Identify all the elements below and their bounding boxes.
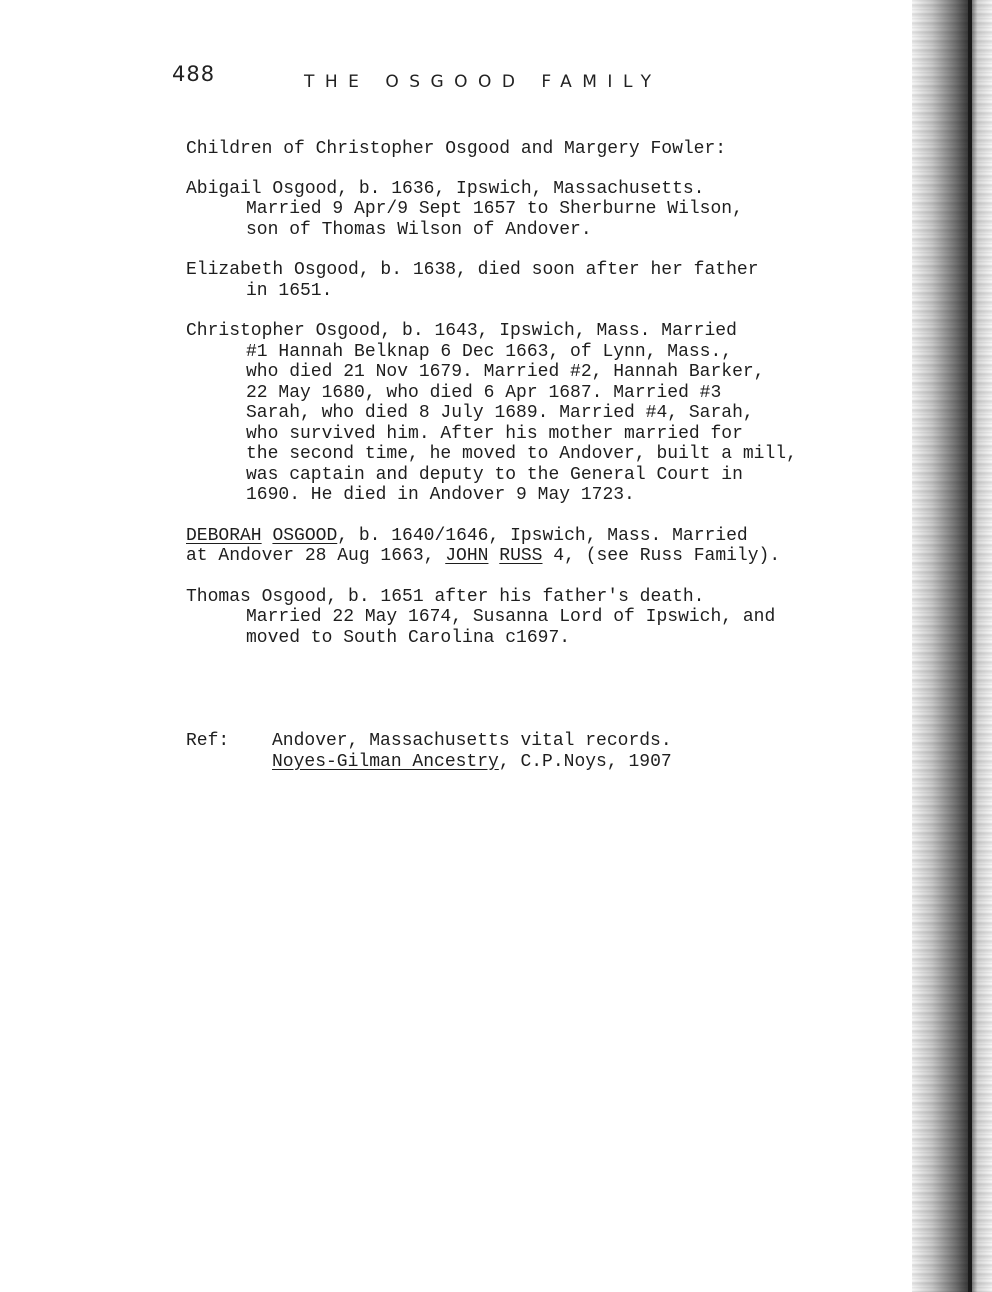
entry-line: 1690. He died in Andover 9 May 1723. — [246, 485, 635, 505]
entry-line: who survived him. After his mother married for — [246, 423, 743, 444]
entry-thomas — [186, 587, 876, 649]
entry-line: Thomas Osgood, b. 1651 after his father's death. — [186, 586, 705, 607]
entry-line — [186, 546, 876, 567]
deborah-last-name: OSGOOD — [272, 525, 338, 546]
main-text — [186, 139, 876, 668]
ref-label: Ref: — [186, 731, 230, 751]
entry-line: Christopher Osgood, b. 1643, Ipswich, Mass. Married — [186, 321, 737, 341]
entry-line: Married 22 May 1674, Susanna Lord of Ipswich, and — [246, 607, 776, 627]
running-title: THE OSGOOD FAMILY — [304, 72, 662, 92]
entry-line: Married 9 Apr/9 Sept 1657 to Sherburne Wilson, — [246, 199, 743, 219]
entry-line: #1 Hannah Belknap 6 Dec 1663, of Lynn, Mass., — [246, 341, 733, 362]
entry-line: son of Thomas Wilson of Andover. — [246, 219, 592, 240]
entry-line: Abigail Osgood, b. 1636, Ipswich, Massachusetts. — [186, 178, 705, 199]
entry-deborah — [186, 526, 876, 567]
entry-line: moved to South Carolina c1697. — [246, 627, 571, 648]
entry-line — [186, 526, 876, 547]
entry-line: 22 May 1680, who died 6 Apr 1687. Married #3 — [246, 382, 722, 403]
entry-line: the second time, he moved to Andover, built a mill, — [246, 444, 797, 464]
deborah-marriage: at Andover 28 Aug 1663, — [186, 546, 446, 566]
entry-line: Elizabeth Osgood, b. 1638, died soon after her father — [186, 260, 759, 280]
reference-2-author: , C.P.Noys, 1907 — [498, 751, 672, 772]
spouse-last-name: RUSS — [499, 546, 543, 566]
scan-edge-line — [968, 0, 972, 1292]
entry-abigail — [186, 179, 876, 241]
scan-edge-shadow — [912, 0, 992, 1292]
entry-line: was captain and deputy to the General Court in — [246, 464, 743, 485]
entry-line: Sarah, who died 8 July 1689. Married #4, Sarah, — [246, 403, 754, 423]
references — [186, 731, 672, 772]
entry-elizabeth — [186, 260, 876, 301]
page-number: 488 — [172, 62, 216, 86]
reference-row — [186, 731, 672, 752]
children-intro: Children of Christopher Osgood and Margery Fowler: — [186, 139, 727, 159]
entry-line: who died 21 Nov 1679. Married #2, Hannah Barker, — [246, 362, 765, 382]
spouse-first-name: JOHN — [445, 546, 489, 566]
entry-line: in 1651. — [246, 280, 333, 301]
deborah-cross-ref: 4, (see Russ Family). — [542, 546, 781, 566]
ref-label-spacer — [186, 752, 272, 773]
reference-2 — [272, 752, 672, 773]
deborah-details: , b. 1640/1646, Ipswich, Mass. Married — [337, 525, 748, 546]
reference-row — [186, 752, 672, 773]
entry-christopher — [186, 321, 876, 506]
reference-1: Andover, Massachusetts vital records. — [272, 731, 672, 751]
reference-2-title: Noyes-Gilman Ancestry — [272, 751, 499, 772]
deborah-first-name: DEBORAH — [186, 525, 262, 546]
